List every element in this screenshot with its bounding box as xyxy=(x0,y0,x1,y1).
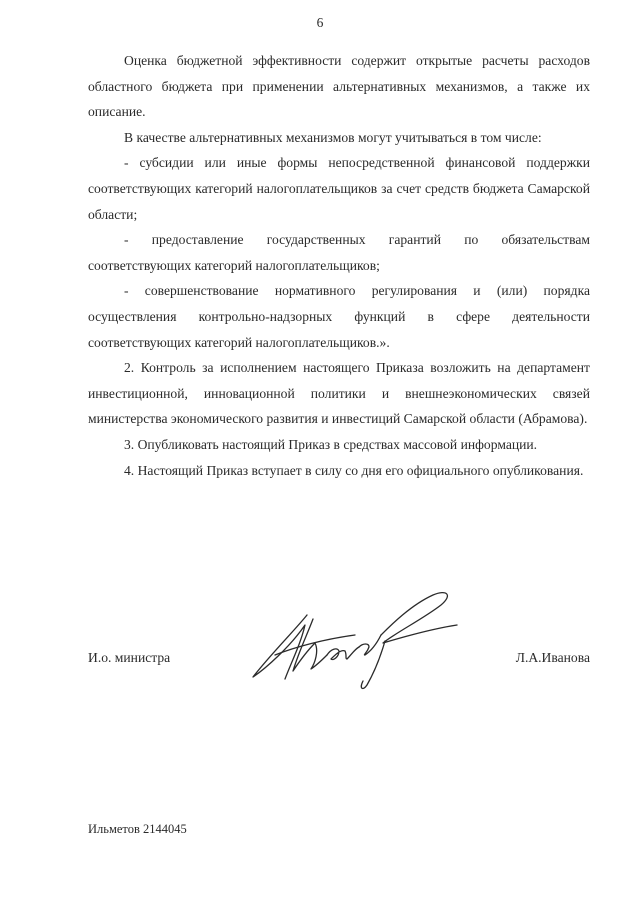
signer-name: Л.А.Иванова xyxy=(515,650,590,665)
list-item-subsidies: - субсидии или иные формы непосредственной финансовой поддержки соответствующих категорий налогоплательщиков за счет средств бюджета Самарской области; xyxy=(88,155,590,222)
list-item-regulation: - совершенствование нормативного регулирования и (или) порядка осуществления контрольно-надзорных функций в сфере деятельности соответствующих категорий налогоплательщиков.». xyxy=(88,283,590,350)
handwritten-signature xyxy=(235,585,465,695)
paragraph-alternative-mechanisms: В качестве альтернативных механизмов могут учитываться в том числе: xyxy=(124,129,542,145)
clause-publish: 3. Опубликовать настоящий Приказ в средствах массовой информации. xyxy=(124,436,538,452)
clause-effective-date: 4. Настоящий Приказ вступает в силу со дня его официального опубликования. xyxy=(124,462,584,478)
page-number: 6 xyxy=(316,15,324,30)
signature-block xyxy=(88,645,590,675)
clause-control: 2. Контроль за исполнением настоящего Приказа возложить на департамент инвестиционной, инновационной политики и внешнеэкономических связей министерства экономического развития и инвестиций Самарской области (Абрамова). xyxy=(88,360,590,427)
document-body xyxy=(88,48,590,483)
signer-title: И.о. министра xyxy=(88,650,171,665)
executor-note: Ильметов 2144045 xyxy=(88,822,187,836)
paragraph-budget-efficiency: Оценка бюджетной эффективности содержит открытые расчеты расходов областного бюджета при применении альтернативных механизмов, а также их описание. xyxy=(88,53,590,120)
list-item-guarantees: - предоставление государственных гарантий по обязательствам соответствующих категорий налогоплательщиков; xyxy=(88,232,590,273)
